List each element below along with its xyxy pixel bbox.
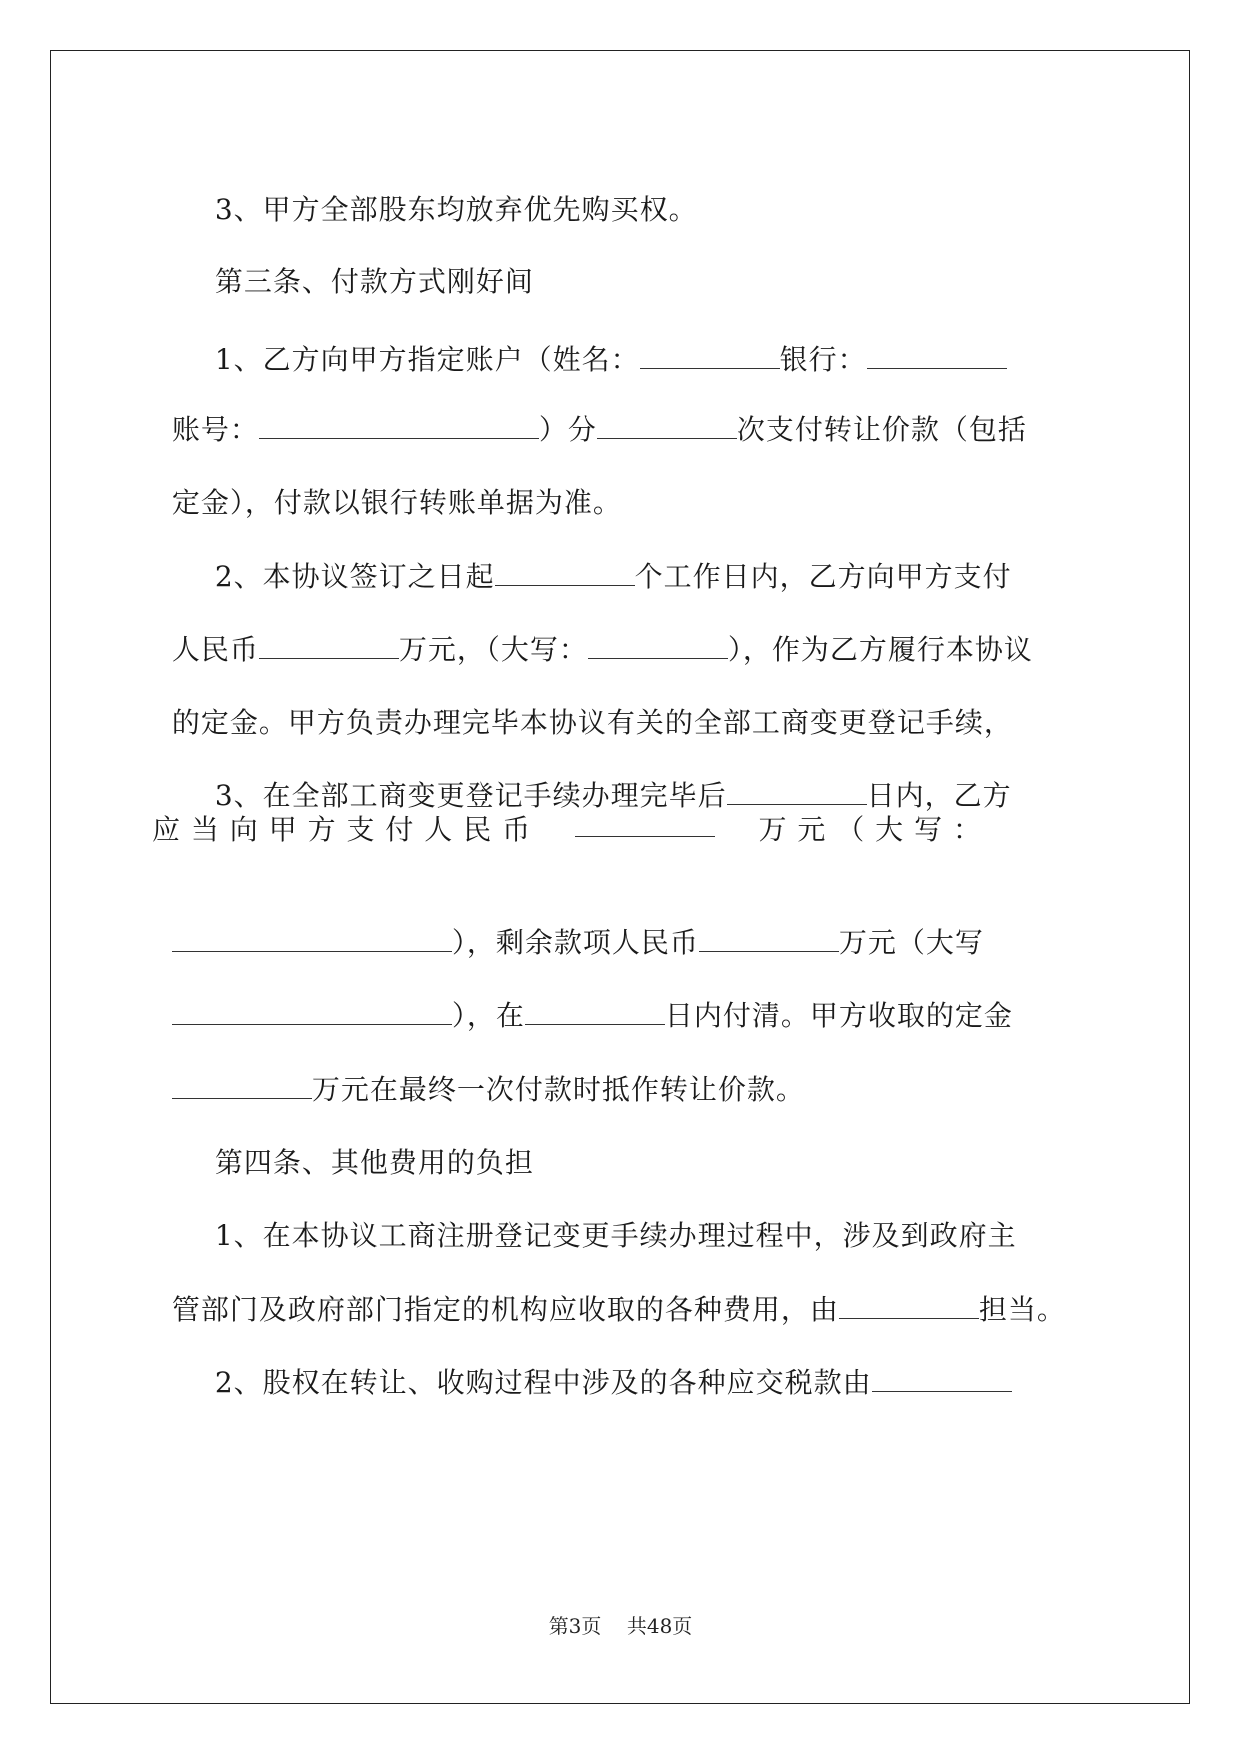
text-l8: 的定金。甲方负责办理完毕本协议有关的全部工商变更登记手续， (171, 706, 1013, 739)
remaining-payment-line (152, 883, 1092, 959)
text-l17: 2、股权在转让、收购过程中涉及的各种应交税款由 (214, 1366, 872, 1399)
blank-fee-bearer[interactable] (839, 1292, 979, 1319)
text-l12b: 日内付清。甲方收取的定金 (664, 999, 1013, 1032)
blank-payment-words[interactable] (172, 925, 452, 952)
text-l9a: 3、在全部工商变更登记手续办理完毕后 (214, 779, 727, 812)
article-3-heading (195, 222, 1135, 298)
text-l10a: 应 当 向 甲 方 支 付 人 民 币 (152, 813, 532, 846)
fee-bearer-line (152, 1250, 1092, 1326)
blank-deposit-offset[interactable] (172, 1072, 312, 1099)
clause-3-2-line (195, 517, 1135, 593)
text-l7c: ），作为乙方履行本协议 (727, 633, 1033, 666)
clause-4-2-line (195, 1323, 1135, 1399)
deposit-note-line (152, 443, 1092, 519)
article-4-heading (195, 1103, 1135, 1179)
text-l10b: 万 元 （ 大 写 ： (758, 813, 982, 846)
text-l11a: ），剩余款项人民币 (451, 926, 699, 959)
text-l4b: ）分 (538, 413, 597, 446)
deposit-obligation-line (152, 663, 1092, 739)
text-l3a: 1、乙方向甲方指定账户（姓名： (214, 343, 640, 376)
page-footer (0, 1610, 1241, 1639)
text-l2: 第三条、付款方式刚好间 (214, 265, 534, 298)
blank-settlement-days[interactable] (525, 998, 665, 1025)
text-l6b: 个工作日内，乙方向甲方支付 (634, 560, 1012, 593)
blank-bank[interactable] (867, 342, 1007, 369)
blank-days-after[interactable] (727, 778, 867, 805)
blank-account-name[interactable] (640, 342, 780, 369)
text-l16a: 管部门及政府部门指定的机构应收取的各种费用，由 (171, 1293, 839, 1326)
account-number-line (152, 370, 1092, 446)
text-l7a: 人民币 (171, 633, 259, 666)
clause-3-3-line (195, 736, 1135, 812)
text-l12a: ），在 (451, 999, 525, 1032)
blank-remaining-amount[interactable] (699, 925, 839, 952)
page-total: 共48页 (626, 1614, 693, 1638)
blank-installments[interactable] (597, 412, 737, 439)
text-l15: 1、在本协议工商注册登记变更手续办理过程中，涉及到政府主 (214, 1219, 1017, 1252)
text-l4a: 账号： (171, 413, 259, 446)
text-l13: 万元在最终一次付款时抵作转让价款。 (311, 1073, 805, 1106)
blank-remaining-words[interactable] (172, 998, 452, 1025)
blank-working-days[interactable] (495, 559, 635, 586)
payment-amount-line (152, 810, 982, 850)
text-l4c: 次支付转让价款（包括 (736, 413, 1027, 446)
text-l16b: 担当。 (978, 1293, 1066, 1326)
settlement-line (152, 956, 1092, 1032)
clause-4-1-line (195, 1176, 1135, 1252)
deposit-offset-line (152, 1030, 1092, 1106)
clause-3-1-line (195, 150, 1135, 226)
text-l9b: 日内，乙方 (866, 779, 1012, 812)
blank-deposit-words[interactable] (588, 632, 728, 659)
text-l3b: 银行： (779, 343, 867, 376)
page-number: 第3页 (548, 1614, 602, 1638)
blank-deposit-amount[interactable] (259, 632, 399, 659)
blank-account-number[interactable] (259, 412, 539, 439)
text-l14: 第四条、其他费用的负担 (214, 1146, 534, 1179)
payment-account-line (195, 300, 1075, 376)
text-l11b: 万元（大写 (838, 926, 984, 959)
blank-payment-amount[interactable] (575, 810, 715, 837)
deposit-amount-line (152, 590, 1092, 666)
text-l7b: 万元，（大写： (398, 633, 588, 666)
text-l5: 定金），付款以银行转账单据为准。 (171, 486, 622, 519)
blank-tax-bearer[interactable] (872, 1365, 1012, 1392)
text-l6a: 2、本协议签订之日起 (214, 560, 495, 593)
text-l1: 3、甲方全部股东均放弃优先购买权。 (214, 193, 698, 226)
